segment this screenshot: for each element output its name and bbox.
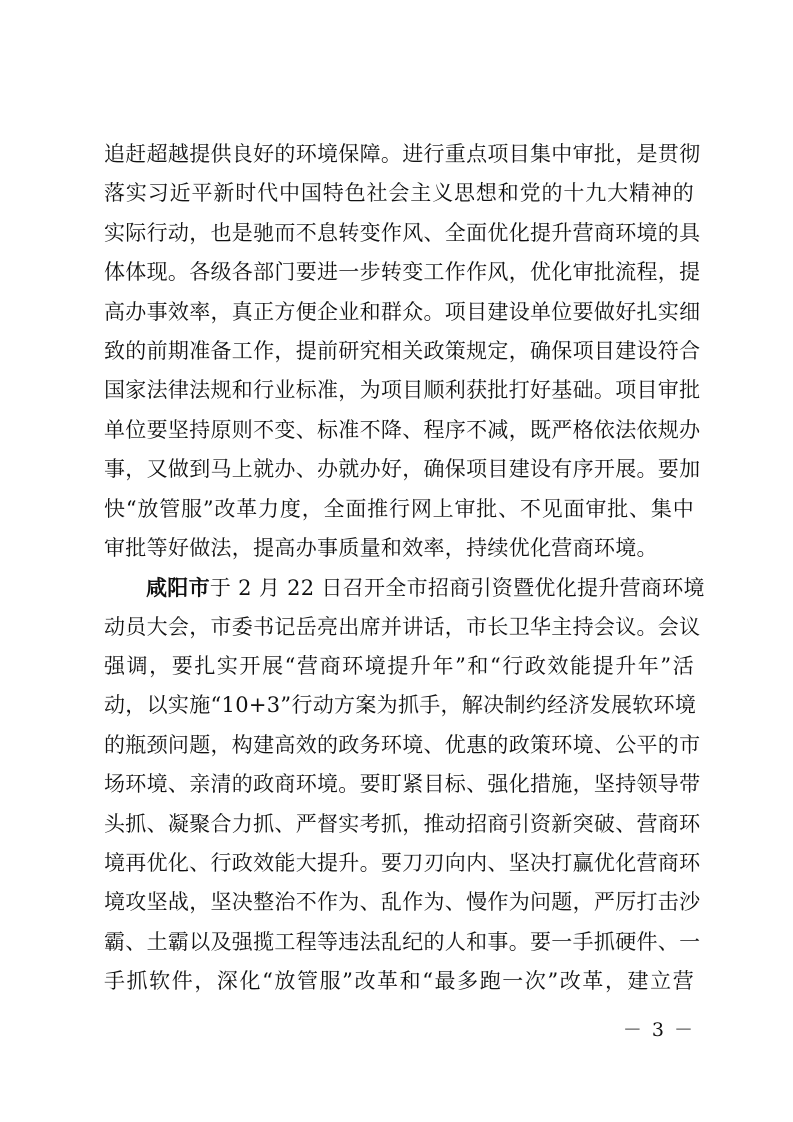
paragraph-line: 国家法律法规和行业标准，为项目顺利获批打好基础。项目审批 [104,378,701,403]
first-line-text: 于 2 月 22 日召开全市招商引资暨优化提升营商环境 [209,576,705,601]
paragraph-line: 审批等好做法，提高办事质量和效率，持续优化营商环境。 [104,535,658,560]
paragraph-line: 体体现。各级各部门要进一步转变工作作风，优化审批流程，提 [104,260,701,285]
paragraph-line: 的瓶颈问题，构建高效的政务环境、优惠的政策环境、公平的市 [104,732,701,757]
paragraph-line: 强调，要扎实开展“营商环境提升年”和“行政效能提升年”活 [104,654,694,679]
city-name-lead: 咸阳市 [146,575,210,601]
body-text [104,135,705,1002]
paragraph-line: 境攻坚战，坚决整治不作为、乱作为、慢作为问题，严厉打击沙 [104,890,701,915]
page-number: － 3 － [622,1019,695,1041]
paragraph-2 [104,568,705,1001]
paragraph-line: 实际行动，也是驰而不息转变作风、全面优化提升营商环境的具 [104,220,701,245]
paragraph-line: 动，以实施“10+3”行动方案为抓手，解决制约经济发展软环境 [104,693,697,718]
paragraph-line: 追赶超越提供良好的环境保障。进行重点项目集中审批，是贯彻 [104,142,701,166]
paragraph-line: 快“放管服”改革力度，全面推行网上审批、不见面审批、集中 [104,496,694,521]
paragraph-line: 事，又做到马上就办、办就办好，确保项目建设有序开展。要加 [104,457,701,482]
paragraph-line: 霸、土霸以及强揽工程等违法乱纪的人和事。要一手抓硬件、一 [104,929,701,954]
paragraph-line: 场环境、亲清的政商环境。要盯紧目标、强化措施，坚持领导带 [104,772,701,797]
paragraph-line: 致的前期准备工作，提前研究相关政策规定，确保项目建设符合 [104,338,701,363]
paragraph-first-line [104,568,705,607]
paragraph-line: 落实习近平新时代中国特色社会主义思想和党的十九大精神的 [104,181,694,206]
paragraph-1 [104,135,701,568]
paragraph-line: 高办事效率，真正方便企业和群众。项目建设单位要做好扎实细 [104,299,701,324]
paragraph-line: 动员大会，市委书记岳亮出席并讲话，市长卫华主持会议。会议 [104,614,701,639]
paragraph-line: 头抓、凝聚合力抓、严督实考抓，推动招商引资新突破、营商环 [104,811,701,836]
paragraph-line: 境再优化、行政效能大提升。要刀刃向内、坚决打赢优化营商环 [104,851,701,876]
paragraph-line: 手抓软件，深化“放管服”改革和“最多跑一次”改革，建立营 [104,969,694,994]
paragraph-line: 单位要坚持原则不变、标准不降、程序不减，既严格依法依规办 [104,417,701,442]
